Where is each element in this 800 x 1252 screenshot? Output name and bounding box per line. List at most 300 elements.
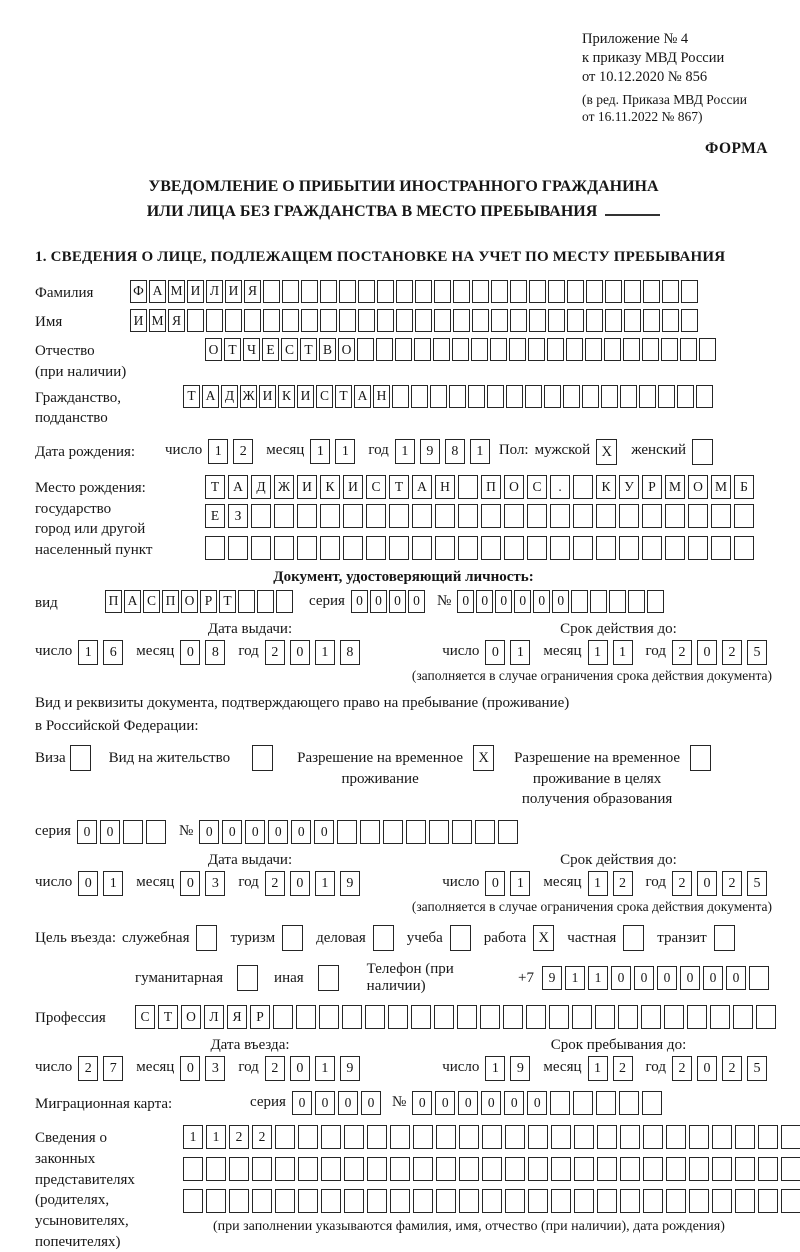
char-cell[interactable] xyxy=(711,536,731,560)
char-cell[interactable] xyxy=(566,338,583,361)
char-cell[interactable] xyxy=(618,1005,638,1029)
char-cell[interactable]: Ф xyxy=(130,280,147,303)
char-cell[interactable] xyxy=(628,590,645,613)
char-cell[interactable] xyxy=(712,1157,732,1181)
char-cell[interactable] xyxy=(504,504,524,528)
char-cell[interactable]: 0 xyxy=(412,1091,432,1115)
char-cell[interactable]: С xyxy=(281,338,298,361)
char-cell[interactable] xyxy=(595,1005,615,1029)
char-cell[interactable] xyxy=(528,1189,548,1213)
char-cell[interactable] xyxy=(389,504,409,528)
char-cell[interactable] xyxy=(758,1125,778,1149)
char-cell[interactable]: К xyxy=(596,475,616,499)
char-cell[interactable]: 1 xyxy=(510,871,530,896)
char-cell[interactable] xyxy=(689,1125,709,1149)
char-cell[interactable] xyxy=(320,280,337,303)
char-cell[interactable] xyxy=(433,338,450,361)
char-cell[interactable] xyxy=(343,504,363,528)
char-cell[interactable]: 9 xyxy=(542,966,562,990)
char-cell[interactable] xyxy=(482,1189,502,1213)
char-cell[interactable] xyxy=(481,536,501,560)
char-cell[interactable]: П xyxy=(105,590,122,613)
char-cell[interactable] xyxy=(390,1189,410,1213)
char-cell[interactable] xyxy=(367,1157,387,1181)
char-cell[interactable] xyxy=(275,1157,295,1181)
char-cell[interactable] xyxy=(206,1189,226,1213)
char-cell[interactable] xyxy=(395,338,412,361)
char-cell[interactable]: 0 xyxy=(533,590,550,613)
char-cell[interactable] xyxy=(320,536,340,560)
char-cell[interactable]: 2 xyxy=(613,1056,633,1081)
char-cell[interactable]: П xyxy=(162,590,179,613)
char-cell[interactable]: Я xyxy=(227,1005,247,1029)
char-cell[interactable] xyxy=(734,504,754,528)
char-cell[interactable] xyxy=(490,338,507,361)
char-cell[interactable] xyxy=(596,536,616,560)
char-cell[interactable]: У xyxy=(619,475,639,499)
char-cell[interactable] xyxy=(526,1005,546,1029)
purpose-private-checkbox[interactable] xyxy=(623,925,644,951)
char-cell[interactable] xyxy=(367,1125,387,1149)
char-cell[interactable]: 0 xyxy=(389,590,406,613)
char-cell[interactable]: 0 xyxy=(611,966,631,990)
char-cell[interactable] xyxy=(320,309,337,332)
char-cell[interactable]: 5 xyxy=(747,871,767,896)
char-cell[interactable]: 0 xyxy=(485,640,505,665)
char-cell[interactable]: О xyxy=(688,475,708,499)
char-cell[interactable] xyxy=(406,820,426,844)
char-cell[interactable]: 1 xyxy=(613,640,633,665)
char-cell[interactable] xyxy=(390,1125,410,1149)
char-cell[interactable]: 0 xyxy=(435,1091,455,1115)
char-cell[interactable]: 8 xyxy=(205,640,225,665)
purpose-humanitarian-checkbox[interactable] xyxy=(237,965,258,991)
char-cell[interactable] xyxy=(609,590,626,613)
char-cell[interactable] xyxy=(680,338,697,361)
char-cell[interactable]: О xyxy=(181,1005,201,1029)
char-cell[interactable] xyxy=(642,338,659,361)
char-cell[interactable] xyxy=(574,1125,594,1149)
char-cell[interactable] xyxy=(296,1005,316,1029)
char-cell[interactable] xyxy=(396,280,413,303)
char-cell[interactable] xyxy=(544,385,561,408)
char-cell[interactable]: 0 xyxy=(361,1091,381,1115)
char-cell[interactable] xyxy=(590,590,607,613)
char-cell[interactable] xyxy=(412,504,432,528)
char-cell[interactable] xyxy=(487,385,504,408)
char-cell[interactable] xyxy=(458,504,478,528)
purpose-business-checkbox[interactable] xyxy=(373,925,394,951)
char-cell[interactable]: 1 xyxy=(565,966,585,990)
char-cell[interactable] xyxy=(527,504,547,528)
char-cell[interactable]: И xyxy=(187,280,204,303)
char-cell[interactable]: Р xyxy=(642,475,662,499)
char-cell[interactable]: Т xyxy=(389,475,409,499)
char-cell[interactable] xyxy=(665,536,685,560)
char-cell[interactable]: 0 xyxy=(78,871,98,896)
char-cell[interactable] xyxy=(321,1125,341,1149)
char-cell[interactable] xyxy=(758,1189,778,1213)
char-cell[interactable] xyxy=(366,504,386,528)
char-cell[interactable]: 0 xyxy=(504,1091,524,1115)
char-cell[interactable] xyxy=(414,338,431,361)
char-cell[interactable]: 0 xyxy=(338,1091,358,1115)
char-cell[interactable] xyxy=(229,1157,249,1181)
char-cell[interactable]: 1 xyxy=(103,871,123,896)
purpose-work-checkbox[interactable]: X xyxy=(533,925,554,951)
char-cell[interactable]: Я xyxy=(168,309,185,332)
temp-residence-education-checkbox[interactable] xyxy=(690,745,711,771)
purpose-official-checkbox[interactable] xyxy=(196,925,217,951)
char-cell[interactable]: 1 xyxy=(588,871,608,896)
char-cell[interactable]: 0 xyxy=(351,590,368,613)
char-cell[interactable] xyxy=(491,309,508,332)
char-cell[interactable]: 0 xyxy=(77,820,97,844)
char-cell[interactable] xyxy=(358,309,375,332)
char-cell[interactable] xyxy=(620,1157,640,1181)
char-cell[interactable]: 2 xyxy=(265,640,285,665)
char-cell[interactable]: М xyxy=(149,309,166,332)
char-cell[interactable] xyxy=(275,1189,295,1213)
char-cell[interactable] xyxy=(605,280,622,303)
char-cell[interactable]: Н xyxy=(435,475,455,499)
char-cell[interactable] xyxy=(453,280,470,303)
char-cell[interactable] xyxy=(572,1005,592,1029)
char-cell[interactable] xyxy=(452,820,472,844)
char-cell[interactable] xyxy=(252,1189,272,1213)
char-cell[interactable]: 0 xyxy=(634,966,654,990)
purpose-transit-checkbox[interactable] xyxy=(714,925,735,951)
char-cell[interactable] xyxy=(528,338,545,361)
char-cell[interactable] xyxy=(358,280,375,303)
char-cell[interactable] xyxy=(601,385,618,408)
char-cell[interactable]: 0 xyxy=(268,820,288,844)
purpose-study-checkbox[interactable] xyxy=(450,925,471,951)
char-cell[interactable]: Р xyxy=(200,590,217,613)
char-cell[interactable] xyxy=(498,820,518,844)
char-cell[interactable] xyxy=(619,536,639,560)
char-cell[interactable] xyxy=(664,1005,684,1029)
char-cell[interactable]: Т xyxy=(205,475,225,499)
char-cell[interactable]: 1 xyxy=(315,871,335,896)
char-cell[interactable]: А xyxy=(354,385,371,408)
char-cell[interactable]: 2 xyxy=(265,1056,285,1081)
char-cell[interactable] xyxy=(549,1005,569,1029)
char-cell[interactable] xyxy=(643,309,660,332)
char-cell[interactable]: И xyxy=(225,280,242,303)
char-cell[interactable] xyxy=(411,385,428,408)
char-cell[interactable] xyxy=(642,504,662,528)
char-cell[interactable]: 0 xyxy=(527,1091,547,1115)
char-cell[interactable] xyxy=(712,1125,732,1149)
char-cell[interactable]: 0 xyxy=(485,871,505,896)
char-cell[interactable] xyxy=(482,1125,502,1149)
char-cell[interactable]: 2 xyxy=(672,871,692,896)
char-cell[interactable] xyxy=(297,504,317,528)
char-cell[interactable]: К xyxy=(320,475,340,499)
char-cell[interactable] xyxy=(642,536,662,560)
char-cell[interactable]: 0 xyxy=(657,966,677,990)
char-cell[interactable]: 0 xyxy=(514,590,531,613)
char-cell[interactable] xyxy=(643,1125,663,1149)
char-cell[interactable] xyxy=(282,280,299,303)
char-cell[interactable]: О xyxy=(205,338,222,361)
char-cell[interactable]: 0 xyxy=(697,871,717,896)
char-cell[interactable]: Н xyxy=(373,385,390,408)
char-cell[interactable] xyxy=(471,338,488,361)
char-cell[interactable] xyxy=(643,280,660,303)
char-cell[interactable]: Ж xyxy=(240,385,257,408)
char-cell[interactable] xyxy=(573,536,593,560)
char-cell[interactable] xyxy=(319,1005,339,1029)
char-cell[interactable]: 2 xyxy=(722,871,742,896)
char-cell[interactable]: 0 xyxy=(697,640,717,665)
char-cell[interactable] xyxy=(458,475,478,499)
char-cell[interactable]: 9 xyxy=(340,871,360,896)
char-cell[interactable]: 9 xyxy=(340,1056,360,1081)
char-cell[interactable] xyxy=(529,309,546,332)
char-cell[interactable] xyxy=(390,1157,410,1181)
purpose-other-checkbox[interactable] xyxy=(318,965,339,991)
char-cell[interactable]: Т xyxy=(335,385,352,408)
char-cell[interactable]: 1 xyxy=(588,966,608,990)
char-cell[interactable] xyxy=(548,280,565,303)
char-cell[interactable]: Я xyxy=(244,280,261,303)
char-cell[interactable]: 0 xyxy=(408,590,425,613)
char-cell[interactable]: И xyxy=(343,475,363,499)
char-cell[interactable] xyxy=(238,590,255,613)
char-cell[interactable] xyxy=(274,504,294,528)
char-cell[interactable]: 1 xyxy=(78,640,98,665)
char-cell[interactable]: И xyxy=(259,385,276,408)
char-cell[interactable]: Р xyxy=(250,1005,270,1029)
char-cell[interactable]: А xyxy=(228,475,248,499)
char-cell[interactable]: 2 xyxy=(229,1125,249,1149)
char-cell[interactable] xyxy=(459,1157,479,1181)
char-cell[interactable]: 2 xyxy=(672,640,692,665)
char-cell[interactable] xyxy=(472,280,489,303)
char-cell[interactable] xyxy=(457,1005,477,1029)
char-cell[interactable] xyxy=(574,1157,594,1181)
char-cell[interactable] xyxy=(597,1157,617,1181)
char-cell[interactable] xyxy=(527,536,547,560)
char-cell[interactable] xyxy=(320,504,340,528)
char-cell[interactable] xyxy=(677,385,694,408)
char-cell[interactable] xyxy=(735,1125,755,1149)
char-cell[interactable] xyxy=(436,1189,456,1213)
char-cell[interactable] xyxy=(585,338,602,361)
char-cell[interactable] xyxy=(643,1189,663,1213)
char-cell[interactable] xyxy=(297,536,317,560)
char-cell[interactable] xyxy=(321,1189,341,1213)
male-checkbox[interactable]: X xyxy=(596,439,617,465)
char-cell[interactable] xyxy=(337,820,357,844)
char-cell[interactable]: 0 xyxy=(180,1056,200,1081)
char-cell[interactable]: С xyxy=(366,475,386,499)
char-cell[interactable]: 1 xyxy=(315,640,335,665)
char-cell[interactable]: 0 xyxy=(697,1056,717,1081)
char-cell[interactable]: Ч xyxy=(243,338,260,361)
char-cell[interactable]: 1 xyxy=(208,439,228,464)
char-cell[interactable] xyxy=(275,1125,295,1149)
char-cell[interactable] xyxy=(596,504,616,528)
char-cell[interactable] xyxy=(699,338,716,361)
char-cell[interactable]: 1 xyxy=(588,1056,608,1081)
visa-checkbox[interactable] xyxy=(70,745,91,771)
char-cell[interactable] xyxy=(298,1157,318,1181)
char-cell[interactable] xyxy=(339,309,356,332)
char-cell[interactable]: Т xyxy=(300,338,317,361)
char-cell[interactable] xyxy=(342,1005,362,1029)
char-cell[interactable]: 1 xyxy=(510,640,530,665)
char-cell[interactable]: 8 xyxy=(445,439,465,464)
female-checkbox[interactable] xyxy=(692,439,713,465)
char-cell[interactable] xyxy=(623,338,640,361)
char-cell[interactable] xyxy=(666,1125,686,1149)
char-cell[interactable] xyxy=(550,536,570,560)
char-cell[interactable]: 0 xyxy=(290,1056,310,1081)
char-cell[interactable]: 0 xyxy=(315,1091,335,1115)
char-cell[interactable] xyxy=(251,504,271,528)
char-cell[interactable] xyxy=(413,1125,433,1149)
char-cell[interactable] xyxy=(505,1189,525,1213)
char-cell[interactable]: М xyxy=(168,280,185,303)
char-cell[interactable] xyxy=(781,1125,800,1149)
char-cell[interactable]: Т xyxy=(158,1005,178,1029)
char-cell[interactable]: 3 xyxy=(205,871,225,896)
char-cell[interactable] xyxy=(436,1157,456,1181)
char-cell[interactable]: А xyxy=(202,385,219,408)
char-cell[interactable] xyxy=(187,309,204,332)
char-cell[interactable]: 1 xyxy=(310,439,330,464)
char-cell[interactable] xyxy=(567,309,584,332)
char-cell[interactable] xyxy=(550,504,570,528)
char-cell[interactable] xyxy=(563,385,580,408)
char-cell[interactable] xyxy=(343,536,363,560)
char-cell[interactable]: В xyxy=(319,338,336,361)
char-cell[interactable] xyxy=(344,1189,364,1213)
char-cell[interactable] xyxy=(459,1125,479,1149)
char-cell[interactable] xyxy=(758,1157,778,1181)
char-cell[interactable] xyxy=(586,280,603,303)
char-cell[interactable] xyxy=(710,1005,730,1029)
char-cell[interactable]: 0 xyxy=(292,1091,312,1115)
char-cell[interactable] xyxy=(711,504,731,528)
char-cell[interactable] xyxy=(298,1125,318,1149)
char-cell[interactable] xyxy=(734,536,754,560)
char-cell[interactable] xyxy=(480,1005,500,1029)
char-cell[interactable] xyxy=(689,1189,709,1213)
char-cell[interactable] xyxy=(666,1157,686,1181)
char-cell[interactable]: Е xyxy=(262,338,279,361)
char-cell[interactable] xyxy=(365,1005,385,1029)
char-cell[interactable] xyxy=(696,385,713,408)
char-cell[interactable] xyxy=(642,1091,662,1115)
char-cell[interactable] xyxy=(573,475,593,499)
char-cell[interactable] xyxy=(681,280,698,303)
char-cell[interactable]: А xyxy=(412,475,432,499)
char-cell[interactable] xyxy=(413,1189,433,1213)
char-cell[interactable] xyxy=(482,1157,502,1181)
char-cell[interactable] xyxy=(574,1189,594,1213)
char-cell[interactable] xyxy=(206,309,223,332)
char-cell[interactable]: 0 xyxy=(180,871,200,896)
char-cell[interactable] xyxy=(229,1189,249,1213)
char-cell[interactable] xyxy=(301,280,318,303)
char-cell[interactable] xyxy=(413,1157,433,1181)
char-cell[interactable] xyxy=(274,536,294,560)
char-cell[interactable] xyxy=(225,309,242,332)
char-cell[interactable] xyxy=(639,385,656,408)
char-cell[interactable] xyxy=(749,966,769,990)
char-cell[interactable] xyxy=(434,309,451,332)
char-cell[interactable] xyxy=(712,1189,732,1213)
char-cell[interactable]: 1 xyxy=(485,1056,505,1081)
char-cell[interactable] xyxy=(620,385,637,408)
char-cell[interactable]: 1 xyxy=(206,1125,226,1149)
char-cell[interactable] xyxy=(344,1125,364,1149)
char-cell[interactable] xyxy=(735,1189,755,1213)
char-cell[interactable] xyxy=(377,309,394,332)
char-cell[interactable]: О xyxy=(181,590,198,613)
char-cell[interactable]: С xyxy=(135,1005,155,1029)
char-cell[interactable]: А xyxy=(149,280,166,303)
char-cell[interactable] xyxy=(596,1091,616,1115)
char-cell[interactable]: 0 xyxy=(100,820,120,844)
char-cell[interactable] xyxy=(605,309,622,332)
char-cell[interactable] xyxy=(551,1189,571,1213)
char-cell[interactable]: М xyxy=(665,475,685,499)
char-cell[interactable] xyxy=(597,1125,617,1149)
char-cell[interactable] xyxy=(481,504,501,528)
char-cell[interactable] xyxy=(472,309,489,332)
char-cell[interactable] xyxy=(411,1005,431,1029)
char-cell[interactable]: Т xyxy=(183,385,200,408)
char-cell[interactable]: 0 xyxy=(457,590,474,613)
char-cell[interactable] xyxy=(263,309,280,332)
char-cell[interactable] xyxy=(624,309,641,332)
char-cell[interactable] xyxy=(662,309,679,332)
char-cell[interactable]: 1 xyxy=(183,1125,203,1149)
char-cell[interactable] xyxy=(781,1189,800,1213)
char-cell[interactable]: 0 xyxy=(290,640,310,665)
char-cell[interactable] xyxy=(449,385,466,408)
char-cell[interactable]: 0 xyxy=(290,871,310,896)
char-cell[interactable]: З xyxy=(228,504,248,528)
char-cell[interactable]: Ж xyxy=(274,475,294,499)
char-cell[interactable]: 0 xyxy=(180,640,200,665)
char-cell[interactable] xyxy=(688,536,708,560)
char-cell[interactable]: П xyxy=(481,475,501,499)
char-cell[interactable]: 8 xyxy=(340,640,360,665)
char-cell[interactable] xyxy=(573,504,593,528)
char-cell[interactable] xyxy=(183,1157,203,1181)
char-cell[interactable] xyxy=(547,338,564,361)
char-cell[interactable]: 1 xyxy=(335,439,355,464)
char-cell[interactable] xyxy=(377,280,394,303)
char-cell[interactable] xyxy=(430,385,447,408)
char-cell[interactable] xyxy=(388,1005,408,1029)
char-cell[interactable] xyxy=(301,309,318,332)
char-cell[interactable]: А xyxy=(124,590,141,613)
residence-permit-checkbox[interactable] xyxy=(252,745,273,771)
char-cell[interactable]: 0 xyxy=(291,820,311,844)
char-cell[interactable] xyxy=(550,1091,570,1115)
char-cell[interactable] xyxy=(647,590,664,613)
char-cell[interactable]: 0 xyxy=(726,966,746,990)
char-cell[interactable]: Д xyxy=(221,385,238,408)
char-cell[interactable]: 1 xyxy=(470,439,490,464)
